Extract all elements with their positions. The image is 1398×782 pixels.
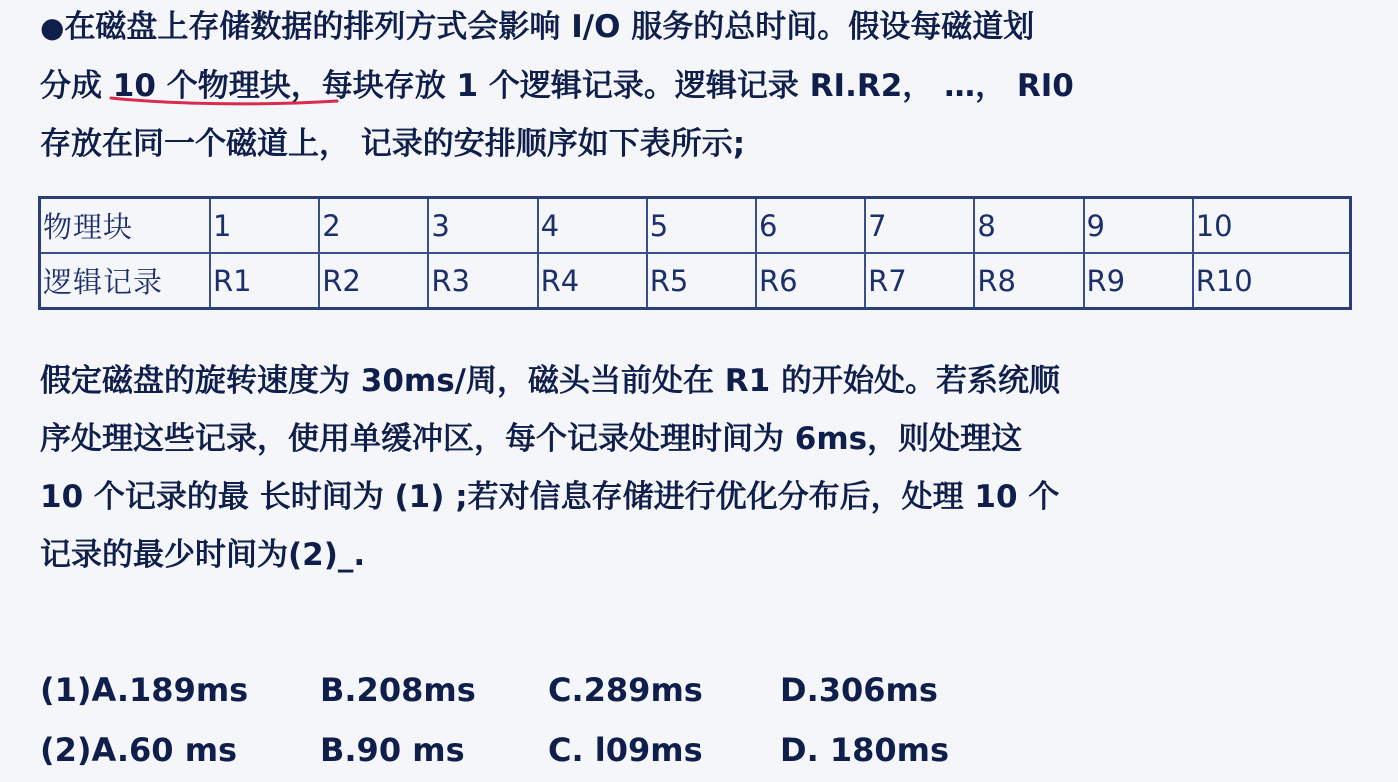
intro-text-1: 在磁盘上存储数据的排列方式会影响 I/O 服务的总时间。假设每磁道划 [64,9,1035,45]
table-cell: R7 [865,253,974,309]
option-1c: C.289ms [548,671,703,709]
bullet-icon: ● [40,11,65,44]
table-cell: 4 [538,198,647,254]
condition-line-4: 记录的最少时间为(2)_. [40,537,366,573]
table-cell: R1 [210,253,319,309]
table-row-physical [40,198,1351,254]
table-cell: 6 [756,198,865,254]
options-row-1 [40,660,1000,720]
option-2c: C. l09ms [548,731,703,769]
condition-line-3: 10 个记录的最 长时间为 (1) ;若对信息存储进行优化分布后，处理 10 个 [40,479,1060,515]
table-cell: 3 [428,198,537,254]
intro-comma: ， [290,68,322,104]
table-cell: 8 [974,198,1083,254]
table-cell: 5 [647,198,756,254]
intro-line-3: 存放在同一个磁道上， 记录的安排顺序如下表所示; [40,126,746,162]
table-cell: 10 [1193,198,1351,254]
table-cell: R10 [1193,253,1351,309]
option-1b: B.208ms [320,671,476,709]
table-cell: R3 [428,253,537,309]
intro-prefix: 分成 [40,68,113,104]
red-underline-mark [109,92,341,110]
highlighted-phrase [113,68,291,104]
option-1d: D.306ms [780,671,938,709]
table-cell: 2 [319,198,428,254]
intro-line-2 [40,57,1370,115]
table-cell: 9 [1084,198,1193,254]
condition-line-1: 假定磁盘的旋转速度为 30ms/周，磁头当前处在 R1 的开始处。若系统顺 [40,363,1061,399]
option-2d: D. 180ms [780,731,950,769]
table-cell: 7 [865,198,974,254]
table-cell: R9 [1084,253,1193,309]
question-intro [40,0,1370,173]
row-header-logical: 逻辑记录 [40,253,211,309]
intro-line-1 [40,0,1370,57]
option-2b: B.90 ms [320,731,465,769]
option-2a: (2)A.60 ms [40,731,238,769]
table-cell: R5 [647,253,756,309]
table-cell: R6 [756,253,865,309]
intro-text-2: 每块存放 1 个逻辑记录。逻辑记录 RI.R2， …， RI0 [321,68,1074,104]
row-header-physical: 物理块 [40,198,211,254]
condition-line-2: 序处理这些记录，使用单缓冲区，每个记录处理时间为 6ms，则处理这 [40,421,1023,457]
table-cell: R4 [538,253,647,309]
question-conditions [40,352,1370,584]
answer-options [40,660,1000,780]
option-1a: (1)A.189ms [40,671,249,709]
highlight-text: 10 个物理块 [112,68,291,104]
table-cell: R2 [319,253,428,309]
table-cell: R8 [974,253,1083,309]
table-row-logical [40,253,1351,309]
table-cell: 1 [210,198,319,254]
record-layout-table [38,196,1352,310]
options-row-2 [40,720,1000,780]
